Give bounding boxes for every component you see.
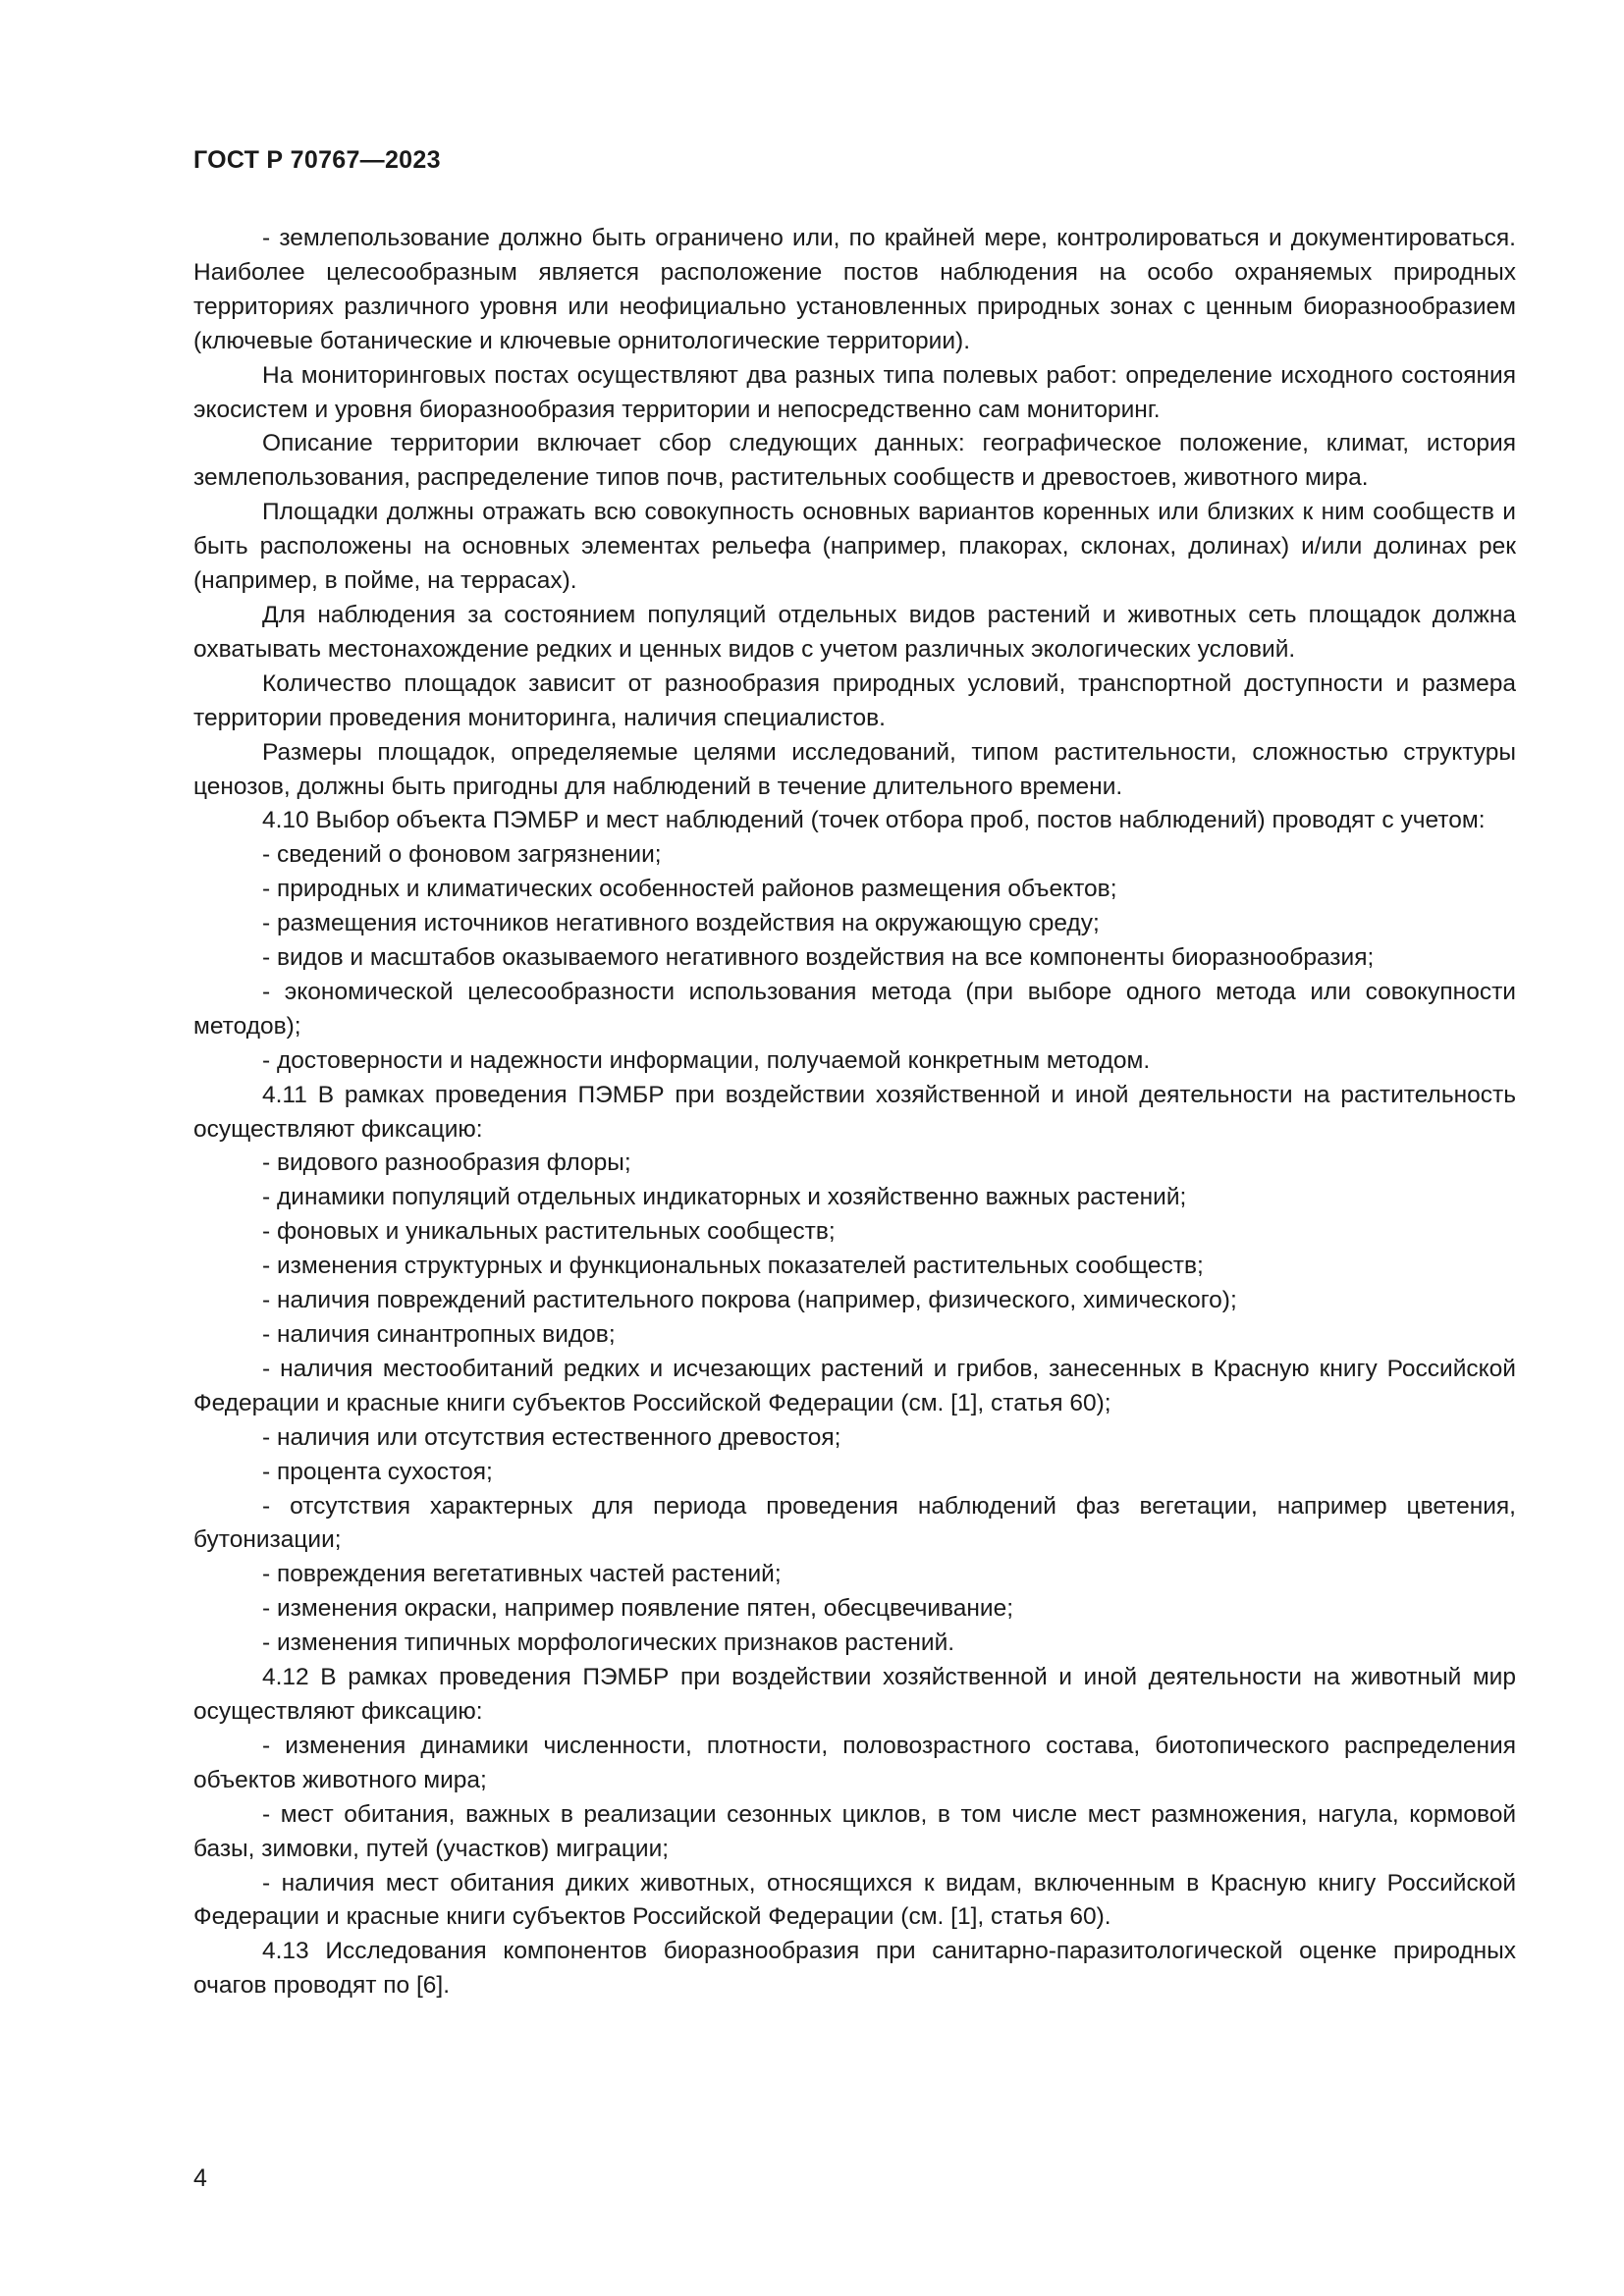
body-paragraph: Количество площадок зависит от разнообразия природных условий, транспортной доступности и размера территории проведения мониторинга, наличия специалистов. [193, 669, 1516, 731]
body-paragraph: - экономической целесообразности использования метода (при выборе одного метода или совокупности методов); [193, 978, 1516, 1040]
body-paragraph: - фоновых и уникальных растительных сообществ; [262, 1218, 836, 1246]
body-paragraph: - наличия мест обитания диких животных, относящихся к видам, включенным в Красную книгу Российской Федерации и красные книги субъектов Российской Федерации (см. [1], статья 60). [193, 1869, 1516, 1931]
body-paragraph: - повреждения вегетативных частей растений; [262, 1561, 782, 1588]
body-paragraph: 4.13 Исследования компонентов биоразнообразия при санитарно-паразитологической оценке природных очагов проводят по [6]. [193, 1938, 1516, 2000]
body-paragraph: - отсутствия характерных для периода проведения наблюдений фаз вегетации, например цветения, бутонизации; [193, 1492, 1516, 1554]
body-paragraph: - видового разнообразия флоры; [262, 1149, 631, 1177]
body-paragraph: - землепользование должно быть ограничено или, по крайней мере, контролироваться и документироваться. Наиболее целесообразным является расположение постов наблюдения на особо охраняемых природных территориях различного уровня или неофициально установленных природных зонах с ценным биоразнообразием (ключевые ботанические и ключевые орнитологические территории). [193, 225, 1516, 354]
body-paragraph: - природных и климатических особенностей районов размещения объектов; [262, 876, 1117, 903]
body-paragraph: - наличия местообитаний редких и исчезающих растений и грибов, занесенных в Красную книгу Российской Федерации и красные книги субъектов Российской Федерации (см. [1], статья 60); [193, 1355, 1516, 1416]
body-paragraph: - достоверности и надежности информации, получаемой конкретным методом. [262, 1046, 1151, 1074]
body-paragraph: - наличия или отсутствия естественного древостоя; [262, 1423, 841, 1451]
body-paragraph: На мониторинговых постах осуществляют два разных типа полевых работ: определение исходного состояния экосистем и уровня биоразнообразия территории и непосредственно сам мониторинг. [193, 361, 1516, 423]
body-paragraph: - наличия синантропных видов; [262, 1321, 616, 1348]
document-header: ГОСТ Р 70767—2023 [193, 146, 441, 174]
body-paragraph: - изменения типичных морфологических признаков растений. [262, 1629, 955, 1657]
body-paragraph: - мест обитания, важных в реализации сезонных циклов, в том числе мест размножения, нагула, кормовой базы, зимовки, путей (участков) миграции; [193, 1800, 1516, 1862]
body-paragraph: - изменения окраски, например появление пятен, обесцвечивание; [262, 1595, 1014, 1623]
body-paragraph: 4.11 В рамках проведения ПЭМБР при воздействии хозяйственной и иной деятельности на растительность осуществляют фиксацию: [193, 1081, 1516, 1143]
body-paragraph: Для наблюдения за состоянием популяций отдельных видов растений и животных сеть площадок должна охватывать местонахождение редких и ценных видов с учетом различных экологических условий. [193, 601, 1516, 663]
body-paragraph: Описание территории включает сбор следующих данных: географическое положение, климат, история землепользования, распределение типов почв, растительных сообществ и древостоев, животного мира. [193, 430, 1516, 492]
document-body [193, 222, 1516, 2003]
body-paragraph: Площадки должны отражать всю совокупность основных вариантов коренных или близких к ним сообществ и быть расположены на основных элементах рельефа (например, плакорах, склонах, долинах) и/или долинах рек (например, в пойме, на террасах). [193, 499, 1516, 595]
page-number: 4 [193, 2164, 207, 2192]
body-paragraph: - размещения источников негативного воздействия на окружающую среду; [262, 910, 1100, 937]
body-paragraph: - процента сухостоя; [262, 1458, 493, 1485]
body-paragraph: - сведений о фоновом загрязнении; [262, 841, 662, 869]
body-paragraph: - видов и масштабов оказываемого негативного воздействия на все компоненты биоразнообразия; [262, 944, 1375, 972]
body-paragraph: 4.12 В рамках проведения ПЭМБР при воздействии хозяйственной и иной деятельности на животный мир осуществляют фиксацию: [193, 1664, 1516, 1725]
body-paragraph: 4.10 Выбор объекта ПЭМБР и мест наблюдений (точек отбора проб, постов наблюдений) проводят с учетом: [262, 807, 1486, 834]
body-paragraph: - наличия повреждений растительного покрова (например, физического, химического); [262, 1287, 1237, 1314]
body-paragraph: Размеры площадок, определяемые целями исследований, типом растительности, сложностью структуры ценозов, должны быть пригодны для наблюдений в течение длительного времени. [193, 738, 1516, 800]
body-paragraph: - изменения динамики численности, плотности, половозрастного состава, биотопического распределения объектов животного мира; [193, 1732, 1516, 1793]
body-paragraph: - динамики популяций отдельных индикаторных и хозяйственно важных растений; [262, 1184, 1187, 1211]
body-paragraph: - изменения структурных и функциональных показателей растительных сообществ; [262, 1253, 1204, 1280]
